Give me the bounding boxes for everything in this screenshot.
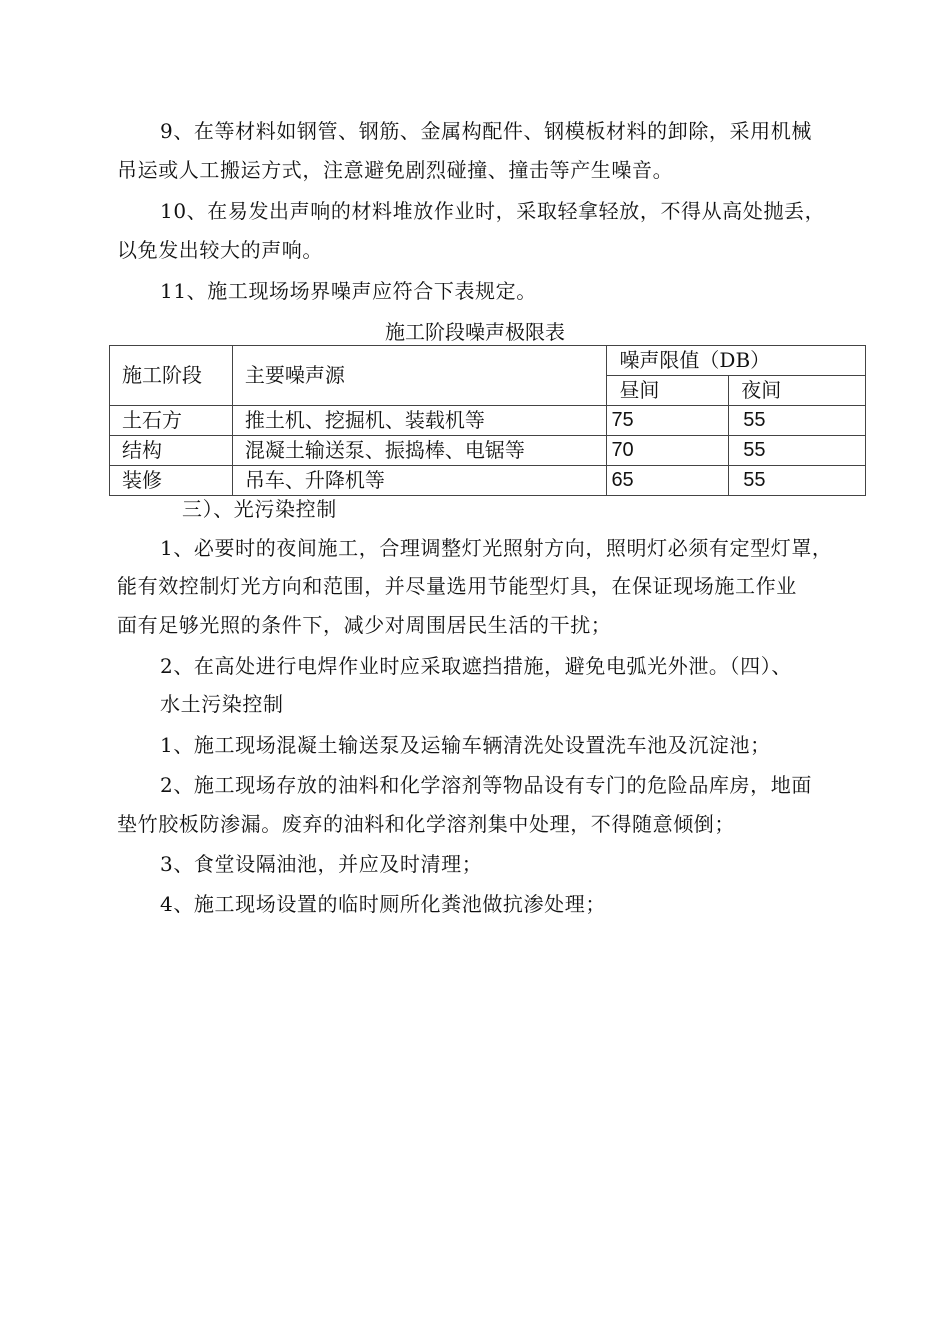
light-paragraph-1-line-3: 面有足够光照的条件下，减少对周围居民生活的干扰； xyxy=(117,613,612,637)
light-paragraph-2: 2、在高处进行电焊作业时应采取遮挡措施，避免电弧光外泄。（四）、 xyxy=(160,654,792,678)
table-row xyxy=(110,436,866,466)
cell-night: 55 xyxy=(729,436,866,466)
paragraph-10-line-2: 以免发出较大的声响。 xyxy=(117,238,323,262)
water-paragraph-1: 1、施工现场混凝土输送泵及运输车辆清洗处设置洗车池及沉淀池； xyxy=(160,733,771,757)
cell-day: 75 xyxy=(607,406,729,436)
header-limit: 噪声限值（DB） xyxy=(607,346,866,376)
light-paragraph-1-line-1: 1、必要时的夜间施工，合理调整灯光照射方向，照明灯必须有定型灯罩， xyxy=(160,536,833,560)
water-paragraph-4: 4、施工现场设置的临时厕所化粪池做抗渗处理； xyxy=(160,892,606,916)
cell-day: 70 xyxy=(607,436,729,466)
water-pollution-heading: 水土污染控制 xyxy=(160,692,284,716)
light-paragraph-1-line-2: 能有效控制灯光方向和范围，并尽量选用节能型灯具，在保证现场施工作业 xyxy=(117,574,797,598)
cell-source: 吊车、升降机等 xyxy=(232,466,607,496)
noise-limit-table xyxy=(109,345,866,496)
paragraph-11: 11、施工现场场界噪声应符合下表规定。 xyxy=(160,279,537,303)
cell-stage: 土石方 xyxy=(110,406,233,436)
light-pollution-heading: 三）、光污染控制 xyxy=(182,497,337,521)
table-row xyxy=(110,466,866,496)
header-source: 主要噪声源 xyxy=(232,346,607,406)
cell-source: 混凝土输送泵、振捣棒、电锯等 xyxy=(232,436,607,466)
cell-source: 推土机、挖掘机、装载机等 xyxy=(232,406,607,436)
table-row xyxy=(110,406,866,436)
cell-stage: 装修 xyxy=(110,466,233,496)
paragraph-9-line-1: 9、在等材料如钢管、钢筋、金属构配件、钢模板材料的卸除，采用机械 xyxy=(160,119,812,143)
cell-day: 65 xyxy=(607,466,729,496)
cell-night: 55 xyxy=(729,406,866,436)
header-stage: 施工阶段 xyxy=(110,346,233,406)
table-header-row xyxy=(110,346,866,376)
header-day: 昼间 xyxy=(607,376,729,406)
cell-stage: 结构 xyxy=(110,436,233,466)
paragraph-10-line-1: 10、在易发出声响的材料堆放作业时，采取轻拿轻放，不得从高处抛丢， xyxy=(160,199,826,223)
table-caption: 施工阶段噪声极限表 xyxy=(385,320,565,344)
cell-night: 55 xyxy=(729,466,866,496)
header-night: 夜间 xyxy=(729,376,866,406)
paragraph-9-line-2: 吊运或人工搬运方式，注意避免剧烈碰撞、撞击等产生噪音。 xyxy=(117,158,674,182)
water-paragraph-3: 3、食堂设隔油池，并应及时清理； xyxy=(160,852,483,876)
water-paragraph-2-line-1: 2、施工现场存放的油料和化学溶剂等物品设有专门的危险品库房，地面 xyxy=(160,773,812,797)
water-paragraph-2-line-2: 垫竹胶板防渗漏。废弃的油料和化学溶剂集中处理，不得随意倾倒； xyxy=(117,812,735,836)
